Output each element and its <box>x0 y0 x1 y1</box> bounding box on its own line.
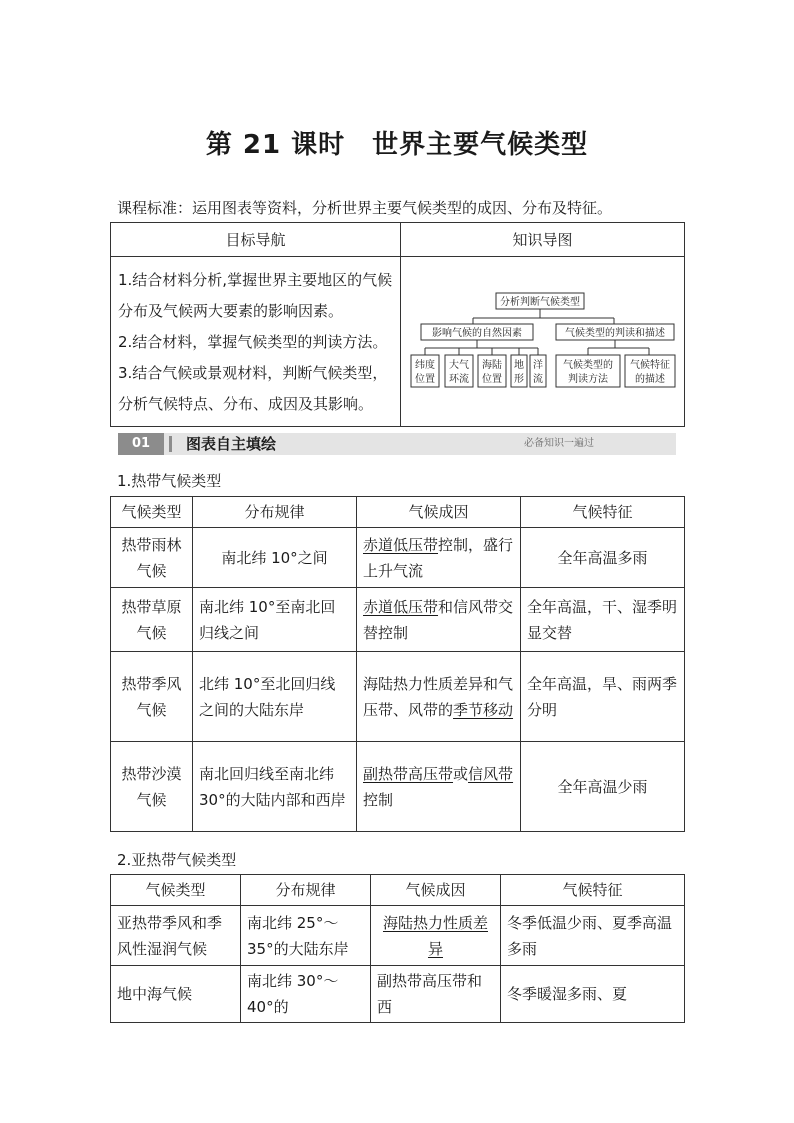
subtropical-climate-table <box>110 874 685 1023</box>
feature: 全年高温，旱、雨两季分明 <box>521 652 685 742</box>
section-number: 01 <box>118 433 164 455</box>
feature: 冬季暖湿多雨、夏 <box>501 966 685 1023</box>
tropical-subtitle: 1.热带气候类型 <box>117 472 222 490</box>
feature: 全年高温少雨 <box>521 742 685 832</box>
mindmap-branch-left: 影响气候的自然因素 <box>432 327 522 339</box>
distribution: 北纬 10°至北回归线之间的大陆东岸 <box>193 652 357 742</box>
cause <box>371 906 501 966</box>
table-row <box>111 528 685 588</box>
section-title: 图表自主填绘 <box>186 435 277 453</box>
mindmap-leaf: 洋 <box>533 359 543 371</box>
mindmap-leaf: 气候特征 <box>630 359 670 371</box>
mindmap-leaf: 海陆 <box>482 359 502 371</box>
distribution: 南北纬 10°之间 <box>193 528 357 588</box>
mindmap-leaf: 环流 <box>449 373 469 385</box>
column-header: 气候特征 <box>521 497 685 528</box>
mindmap-leaf: 纬度 <box>415 359 435 371</box>
climate-type: 热带雨林气候 <box>111 528 193 588</box>
answer-underline: 副热带高压带 <box>363 764 454 783</box>
feature: 冬季低温少雨、夏季高温多雨 <box>501 906 685 966</box>
objective-item: 2.结合材料，掌握气候类型的判读方法。 <box>118 333 388 351</box>
objective-item: 1.结合材料分析,掌握世界主要地区的气候分布及气候两大要素的影响因素。 <box>118 271 393 320</box>
objectives-header: 目标导航 <box>111 223 401 257</box>
cause: 副热带高压带和西 <box>371 966 501 1023</box>
curriculum-standard: 课程标准：运用图表等资料，分析世界主要气候类型的成因、分布及特征。 <box>117 199 613 217</box>
tropical-climate-table <box>110 496 685 832</box>
column-header: 分布规律 <box>241 875 371 906</box>
climate-type: 亚热带季风和季风性湿润气候 <box>111 906 241 966</box>
page-title: 第 21 课时 世界主要气候类型 <box>205 130 589 160</box>
answer-underline: 海陆热力性质差异 <box>382 913 488 958</box>
cause: 赤道低压带控制，盛行上升气流 <box>357 528 521 588</box>
distribution: 南北纬 10°至南北回归线之间 <box>193 588 357 652</box>
distribution: 南北纬 30°～40°的 <box>241 966 371 1023</box>
column-header: 气候成因 <box>357 497 521 528</box>
section-note: 必备知识一遍过 <box>524 438 594 449</box>
cause: 海陆热力性质差异和气压带、风带的季节移动 <box>357 652 521 742</box>
mindmap-leaf: 大气 <box>449 359 469 371</box>
column-header: 气候类型 <box>111 497 193 528</box>
table-row <box>111 966 685 1023</box>
distribution: 南北回归线至南北纬 30°的大陆内部和西岸 <box>193 742 357 832</box>
mindmap-leaf: 形 <box>514 373 524 385</box>
mindmap-leaf: 判读方法 <box>568 373 608 385</box>
cause: 赤道低压带和信风带交替控制 <box>357 588 521 652</box>
climate-type: 热带沙漠气候 <box>111 742 193 832</box>
distribution: 南北纬 25°～35°的大陆东岸 <box>241 906 371 966</box>
mindmap-leaf: 气候类型的 <box>563 359 613 371</box>
mindmap-cell <box>401 257 685 427</box>
mindmap-branch-right: 气候类型的判读和描述 <box>565 327 665 339</box>
mindmap-leaf: 的描述 <box>635 373 665 385</box>
feature: 全年高温多雨 <box>521 528 685 588</box>
table-row <box>111 906 685 966</box>
feature: 全年高温，干、湿季明显交替 <box>521 588 685 652</box>
answer-underline: 信风带 <box>468 764 514 783</box>
column-header: 气候类型 <box>111 875 241 906</box>
section-header <box>118 433 676 455</box>
table-row <box>111 742 685 832</box>
section-divider <box>169 436 172 452</box>
climate-type: 热带季风气候 <box>111 652 193 742</box>
column-header: 气候成因 <box>371 875 501 906</box>
objective-item: 3.结合气候或景观材料，判断气候类型，分析气候特点、分布、成因及其影响。 <box>118 364 388 413</box>
table-row <box>111 652 685 742</box>
answer-underline: 赤道低压带 <box>363 597 439 616</box>
mindmap-leaf: 位置 <box>415 373 435 385</box>
objectives-cell <box>111 257 401 427</box>
column-header: 气候特征 <box>501 875 685 906</box>
climate-type: 热带草原气候 <box>111 588 193 652</box>
mindmap-leaf: 流 <box>533 373 543 385</box>
climate-type: 地中海气候 <box>111 966 241 1023</box>
overview-table <box>110 222 685 427</box>
mindmap-leaf: 地 <box>514 359 524 371</box>
answer-underline: 季节移动 <box>453 700 514 719</box>
mindmap-root: 分析判断气候类型 <box>500 296 580 308</box>
cause: 副热带高压带或信风带控制 <box>357 742 521 832</box>
table-row <box>111 588 685 652</box>
subtropical-subtitle: 2.亚热带气候类型 <box>117 851 237 869</box>
answer-underline: 赤道低压带 <box>363 535 439 554</box>
mindmap-leaf: 位置 <box>482 373 502 385</box>
knowledge-mindmap <box>401 258 684 426</box>
mindmap-header: 知识导图 <box>401 223 685 257</box>
column-header: 分布规律 <box>193 497 357 528</box>
